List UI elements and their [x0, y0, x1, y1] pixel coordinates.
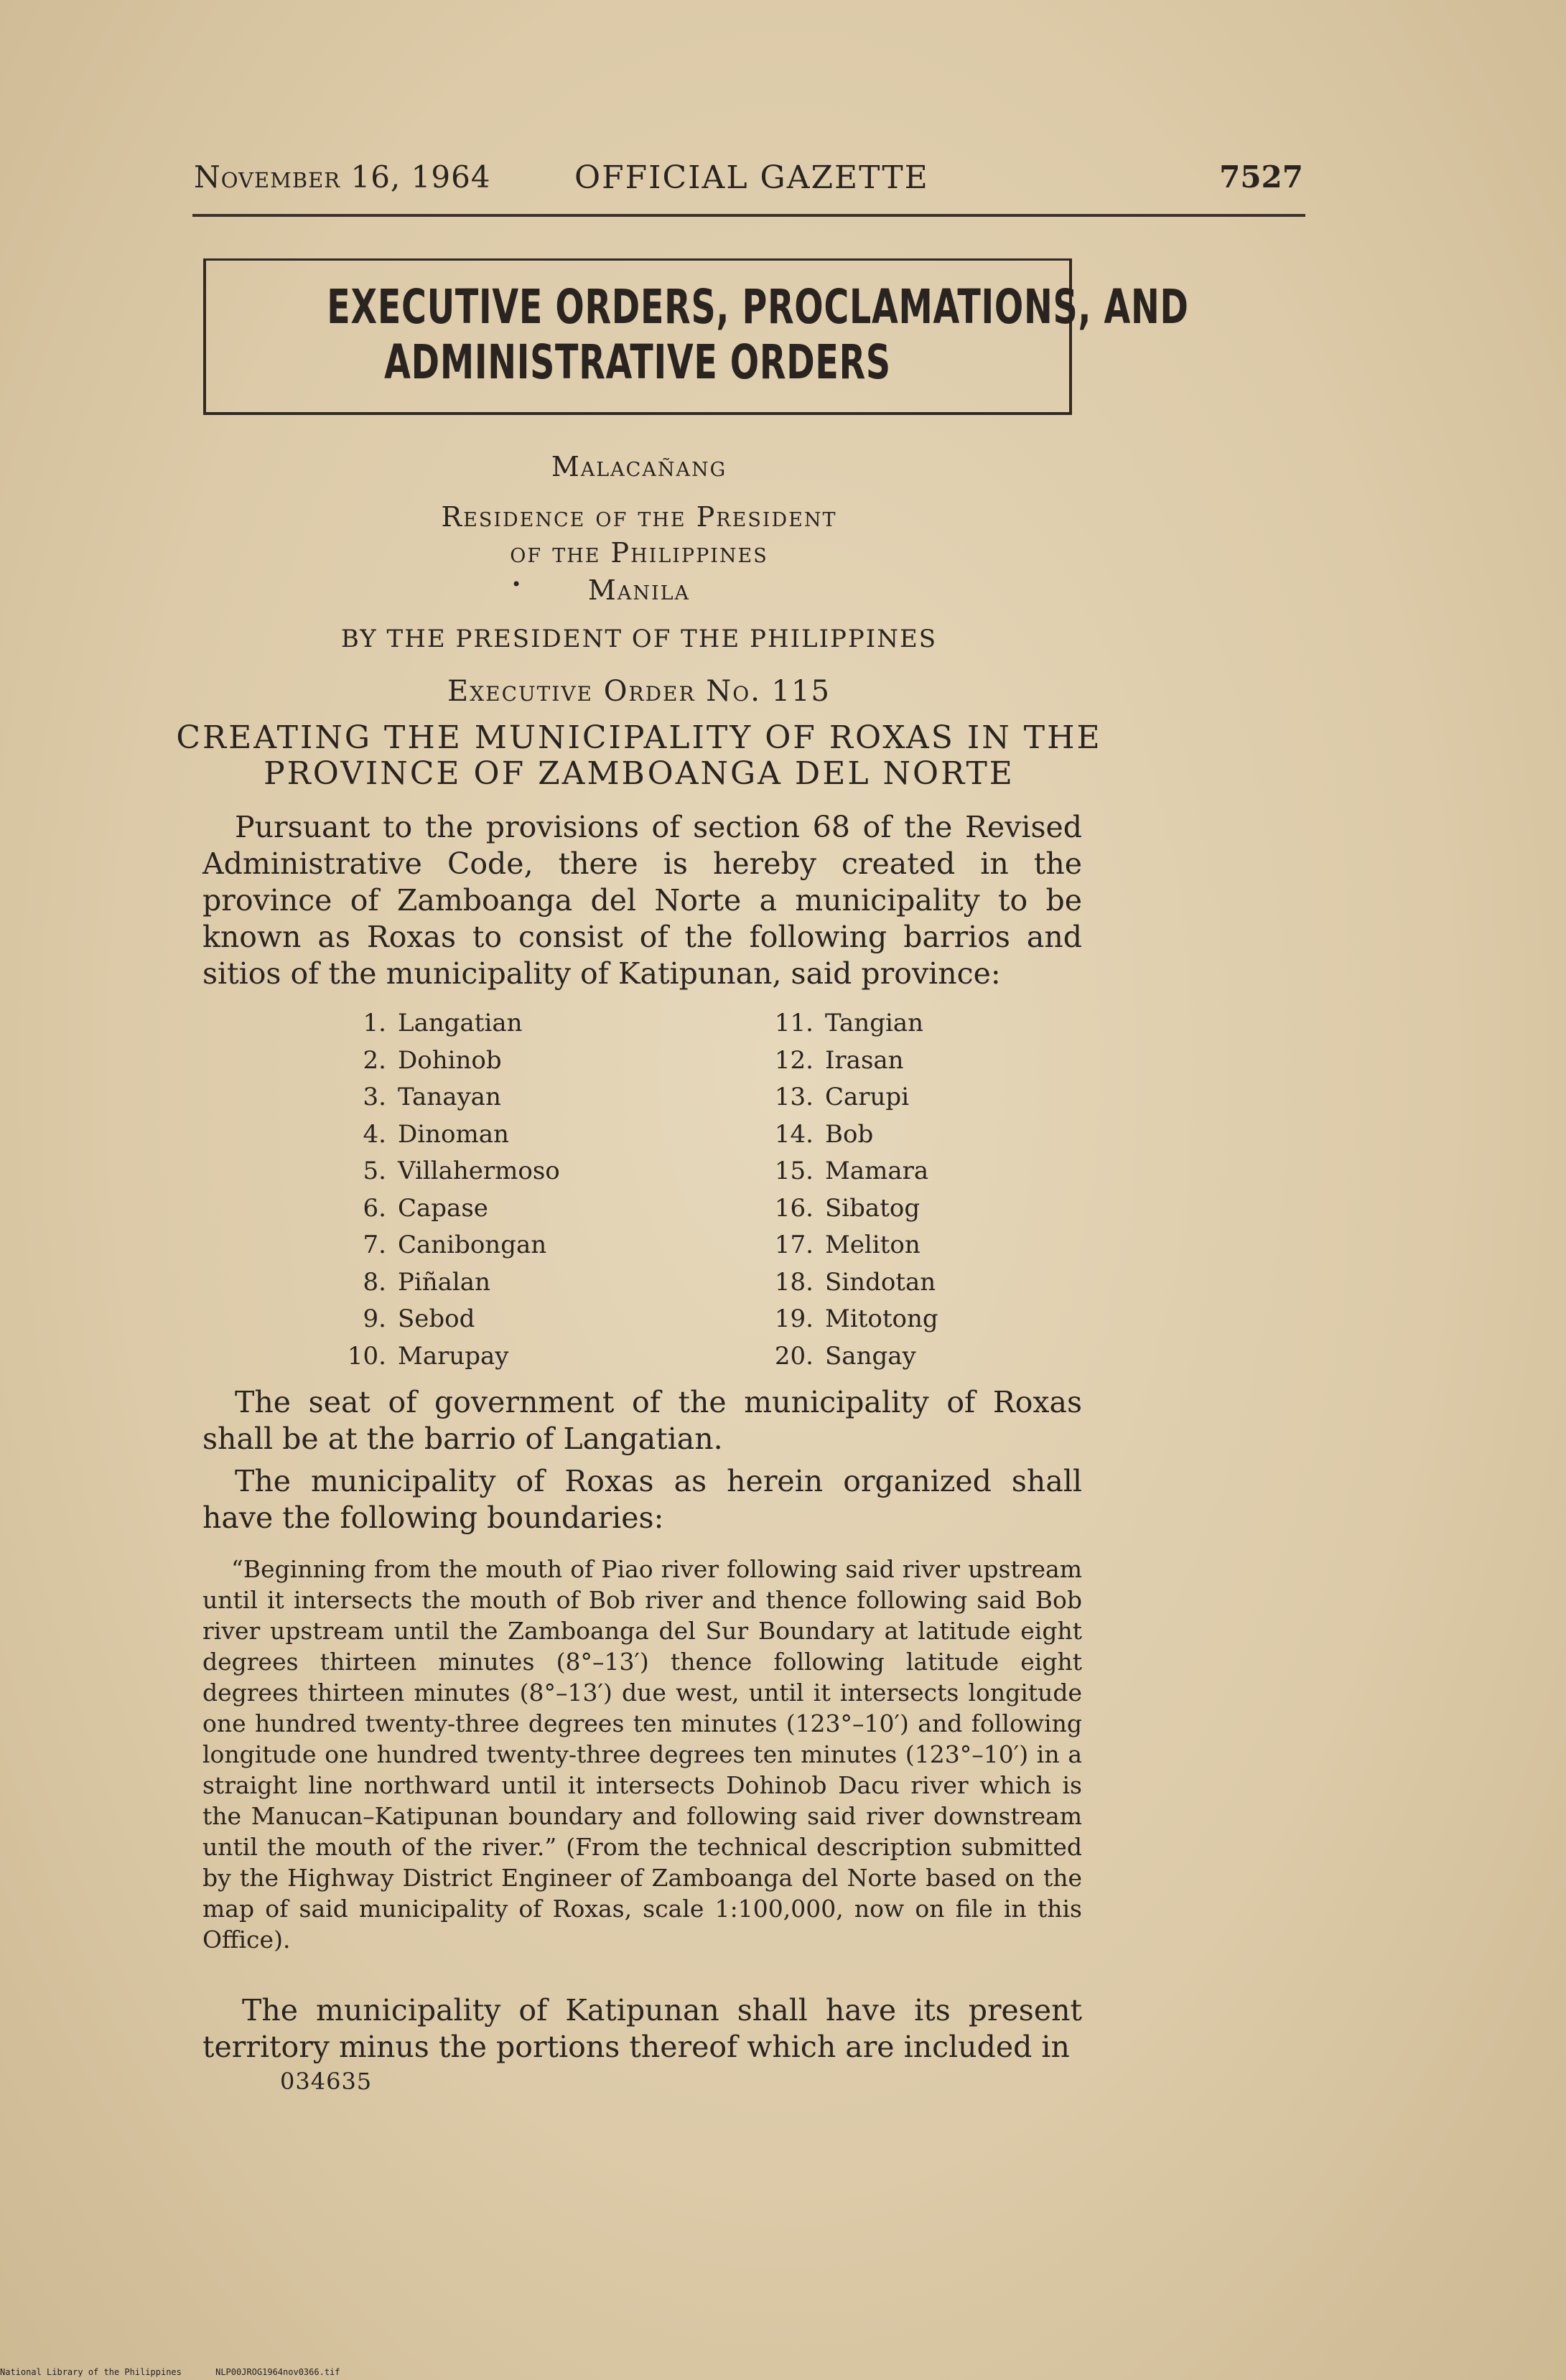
- barrio-item: [337, 1264, 560, 1302]
- barrio-name: Dohinob: [398, 1045, 502, 1075]
- seat-paragraph: The seat of government of the municipality of Roxas shall be at the barrio of Langatian.: [202, 1385, 1082, 1456]
- barrio-name: Langatian: [398, 1009, 523, 1037]
- barrio-item: [765, 1153, 938, 1190]
- barrio-list-left: [337, 1005, 560, 1375]
- barrio-number: 3.: [363, 1083, 386, 1111]
- barrio-name: Bob: [825, 1119, 874, 1149]
- header-publication: OFFICIAL GAZETTE: [574, 159, 929, 196]
- section-title-box: [203, 258, 1189, 415]
- barrio-number: 17.: [774, 1231, 814, 1259]
- barrio-item: [337, 1301, 560, 1338]
- bullet-mark: •: [511, 574, 522, 594]
- barrio-name: Capase: [398, 1193, 488, 1223]
- barrio-number: 10.: [347, 1341, 386, 1371]
- barrio-number: 13.: [774, 1083, 814, 1111]
- barrio-name: Irasan: [825, 1045, 904, 1075]
- barrio-number: 8.: [363, 1267, 386, 1297]
- boundary-description: “Beginning from the mouth of Piao river following said river upstream until it intersects the mouth of Bob river and thence following said Bob river upstream until the Zamboanga del Sur Boundary at latitude eight degrees thirteen minutes (8°–13′) thence following latitude eight degrees thirteen minutes (8°–13′) due west, until it intersects longitude one hundred twenty-three degrees ten minutes (123°–10′) and following longitude one hundred twenty-three degrees ten minutes (123°–10′) in a straight line northward until it intersects Dohinob Dacu river which is the Manucan–Katipunan boundary and following said river downstream until the mouth of the river.” (From the technical description submitted by the Highway District Engineer of Zamboanga del Norte based on the map of said municipality of Roxas, scale 1:100,000, now on file in this Office).: [202, 1555, 1082, 1954]
- barrio-number: 5.: [363, 1157, 386, 1185]
- barrio-name: Sebod: [398, 1305, 475, 1333]
- barrio-item: [337, 1227, 560, 1264]
- barrio-number: 9.: [363, 1305, 386, 1333]
- barrio-name: Sindotan: [825, 1267, 936, 1297]
- barrio-name: Dinoman: [398, 1119, 509, 1149]
- footer-library: National Library of the Philippines: [0, 2367, 182, 2377]
- intro-paragraph: Pursuant to the provisions of section 68 of the Revised Administrative Code, there is hereby created in the province of Zamboanga del Norte a municipality to be known as Roxas to consist of the following barrios and sitios of the municipality of Katipunan, said province:: [202, 810, 1082, 991]
- barrio-name: Marupay: [398, 1341, 509, 1371]
- executive-order-number: Executive Order No. 115: [447, 675, 831, 708]
- barrio-number: 11.: [774, 1009, 814, 1037]
- barrio-number: 19.: [774, 1305, 814, 1333]
- barrio-item: [765, 1301, 938, 1338]
- order-title-line1: CREATING THE MUNICIPALITY OF ROXAS IN THE: [176, 719, 1102, 756]
- barrio-item: [765, 1338, 938, 1376]
- barrio-item: [765, 1190, 938, 1228]
- barrio-list-right: [765, 1005, 938, 1375]
- barrio-name: Carupi: [825, 1083, 910, 1111]
- residence-line1: Residence of the President: [441, 501, 837, 533]
- barrio-item: [337, 1153, 560, 1190]
- barrio-number: 14.: [774, 1119, 814, 1149]
- barrio-name: Tangian: [825, 1009, 924, 1037]
- barrio-name: Meliton: [825, 1231, 921, 1259]
- section-title-line2: ADMINISTRATIVE ORDERS: [384, 335, 891, 390]
- barrio-name: Sibatog: [825, 1193, 921, 1223]
- barrio-item: [765, 1079, 938, 1116]
- barrio-name: Mamara: [825, 1157, 929, 1185]
- barrio-number: 1.: [363, 1009, 386, 1037]
- malacanang-heading: Malacañang: [551, 451, 727, 482]
- barrio-item: [337, 1042, 560, 1080]
- manila-heading: Manila: [587, 574, 691, 606]
- page-code: 034635: [280, 2068, 373, 2095]
- barrio-number: 4.: [363, 1119, 386, 1149]
- barrio-number: 18.: [774, 1267, 814, 1297]
- footer-file: NLP00JROG1964nov0366.tif: [215, 2367, 340, 2377]
- barrio-number: 16.: [774, 1193, 814, 1223]
- barrio-name: Mitotong: [825, 1305, 938, 1333]
- barrio-name: Canibongan: [398, 1231, 547, 1259]
- barrio-item: [765, 1227, 938, 1264]
- barrio-item: [337, 1338, 560, 1376]
- barrio-number: 12.: [774, 1045, 814, 1075]
- barrio-number: 20.: [774, 1341, 814, 1371]
- barrio-item: [337, 1116, 560, 1154]
- barrio-number: 7.: [363, 1231, 386, 1259]
- barrio-name: Tanayan: [398, 1083, 501, 1111]
- order-title-line2: PROVINCE OF ZAMBOANGA DEL NORTE: [264, 755, 1015, 792]
- barrio-number: 15.: [774, 1157, 814, 1185]
- barrio-item: [337, 1190, 560, 1228]
- by-the-president: BY THE PRESIDENT OF THE PHILIPPINES: [340, 625, 938, 653]
- header-rule: [192, 214, 1305, 217]
- barrio-item: [765, 1005, 938, 1042]
- boundaries-intro-paragraph: The municipality of Roxas as herein organized shall have the following boundaries:: [202, 1464, 1082, 1535]
- page-header: [194, 159, 1303, 202]
- section-title-line1: EXECUTIVE ORDERS, PROCLAMATIONS, AND: [327, 279, 1189, 335]
- barrio-item: [337, 1079, 560, 1116]
- barrio-item: [337, 1005, 560, 1042]
- barrio-name: Piñalan: [398, 1267, 490, 1297]
- barrio-item: [765, 1042, 938, 1080]
- barrio-name: Villahermoso: [398, 1157, 560, 1185]
- barrio-number: 6.: [363, 1193, 386, 1223]
- barrio-number: 2.: [363, 1045, 386, 1075]
- header-date: November 16, 1964: [194, 159, 491, 195]
- barrio-name: Sangay: [825, 1341, 916, 1371]
- barrio-item: [765, 1264, 938, 1302]
- katipunan-paragraph: The municipality of Katipunan shall have its present territory minus the portions thereof which are included in: [202, 1993, 1082, 2064]
- scan-footer: [0, 2367, 369, 2377]
- header-page-number: 7527: [1219, 159, 1303, 195]
- barrio-item: [765, 1116, 938, 1154]
- residence-line2: of the Philippines: [510, 537, 768, 569]
